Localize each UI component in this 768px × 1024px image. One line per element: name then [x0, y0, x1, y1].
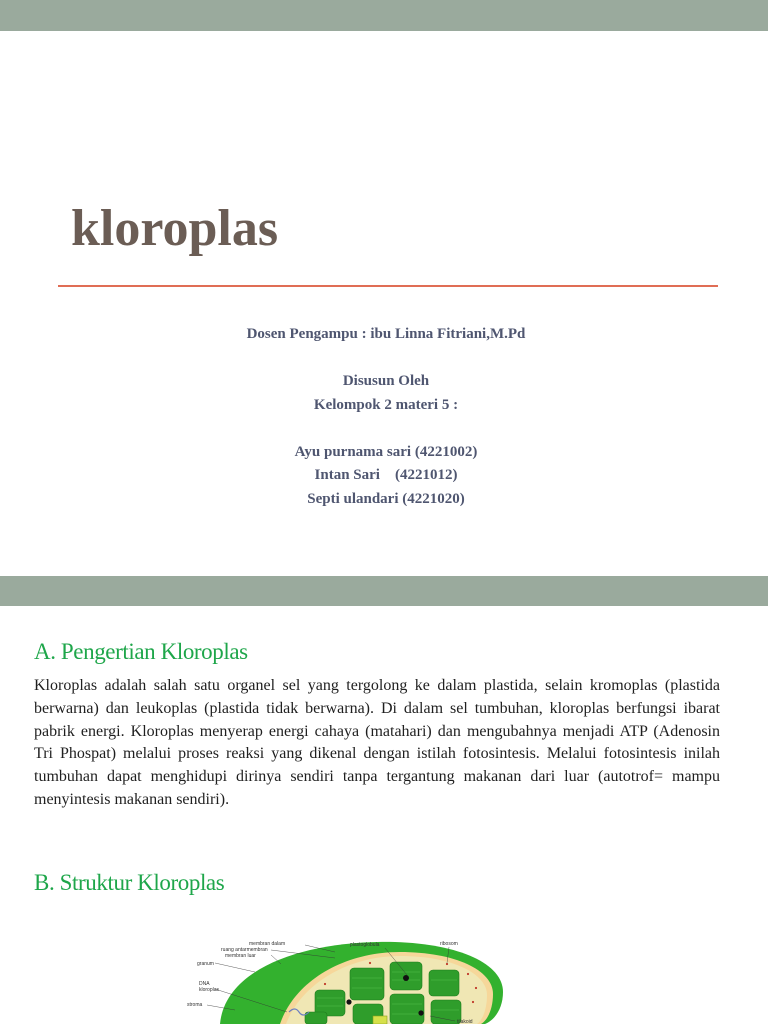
group-line: Kelompok 2 materi 5 :: [313, 396, 459, 413]
credits-block: [0, 323, 768, 511]
label-ribosome: ribosom: [440, 941, 458, 947]
label-granum: granum: [197, 961, 214, 967]
chloroplast-svg: [185, 928, 515, 1024]
label-outer-membrane: membran luar: [225, 953, 256, 959]
label-plastoglobule: plastoglobula: [350, 942, 380, 948]
member-line: Ayu purnama sari (4221002): [294, 443, 478, 460]
label-inner-membrane: membran dalam: [249, 941, 286, 947]
top-band: [0, 0, 768, 31]
label-intermembrane-space: ruang antarmembran: [221, 947, 268, 953]
label-dna-sub: kloroplas: [199, 987, 220, 993]
spacer: [0, 417, 768, 441]
chloroplast-diagram: [185, 928, 515, 1024]
slide-title: kloroplas: [71, 200, 279, 257]
title-slide: [0, 31, 768, 576]
lecturer-line: Dosen Pengampu : ibu Linna Fitriani,M.Pd: [246, 326, 526, 342]
heading-definition: A. Pengertian Kloroplas: [34, 639, 248, 664]
member-line: Septi ulandari (4221020): [307, 490, 465, 507]
content-slide: [0, 606, 768, 1024]
definition-paragraph: Kloroplas adalah salah satu organel sel yang tergolong ke dalam plastida, selain kromoplas (plastida berwarna) dan leukoplas (plastida tidak berwarna). Di dalam sel tumbuhan, kloroplas berfungsi ibarat pabrik energi. Kloroplas menyerap energi cahaya (matahari) dan mengubahnya menjadi ATP (Adenosin Tri Phospat) melalui proses reaksi yang dikenal dengan istilah fotosintesis. Melalui fotosintesis inilah tumbuhan dapat menghidupi dirinya sendiri tanpa tergantung makanan dari luar (autotrof= mampu menyintesis makanan sendiri).: [34, 677, 720, 808]
slide-separator-band: [0, 576, 768, 606]
member-line: Intan Sari (4221012): [314, 467, 458, 483]
thylakoid-lumen: [373, 1016, 387, 1024]
spacer: [0, 347, 768, 371]
label-thylakoid: tilakoid: [457, 1019, 473, 1024]
label-stroma: stroma: [187, 1002, 203, 1008]
heading-structure: B. Struktur Kloroplas: [34, 870, 225, 895]
label-dna: DNA: [199, 981, 210, 987]
compiled-by-line: Disusun Oleh: [342, 373, 430, 389]
title-divider: [58, 285, 718, 287]
